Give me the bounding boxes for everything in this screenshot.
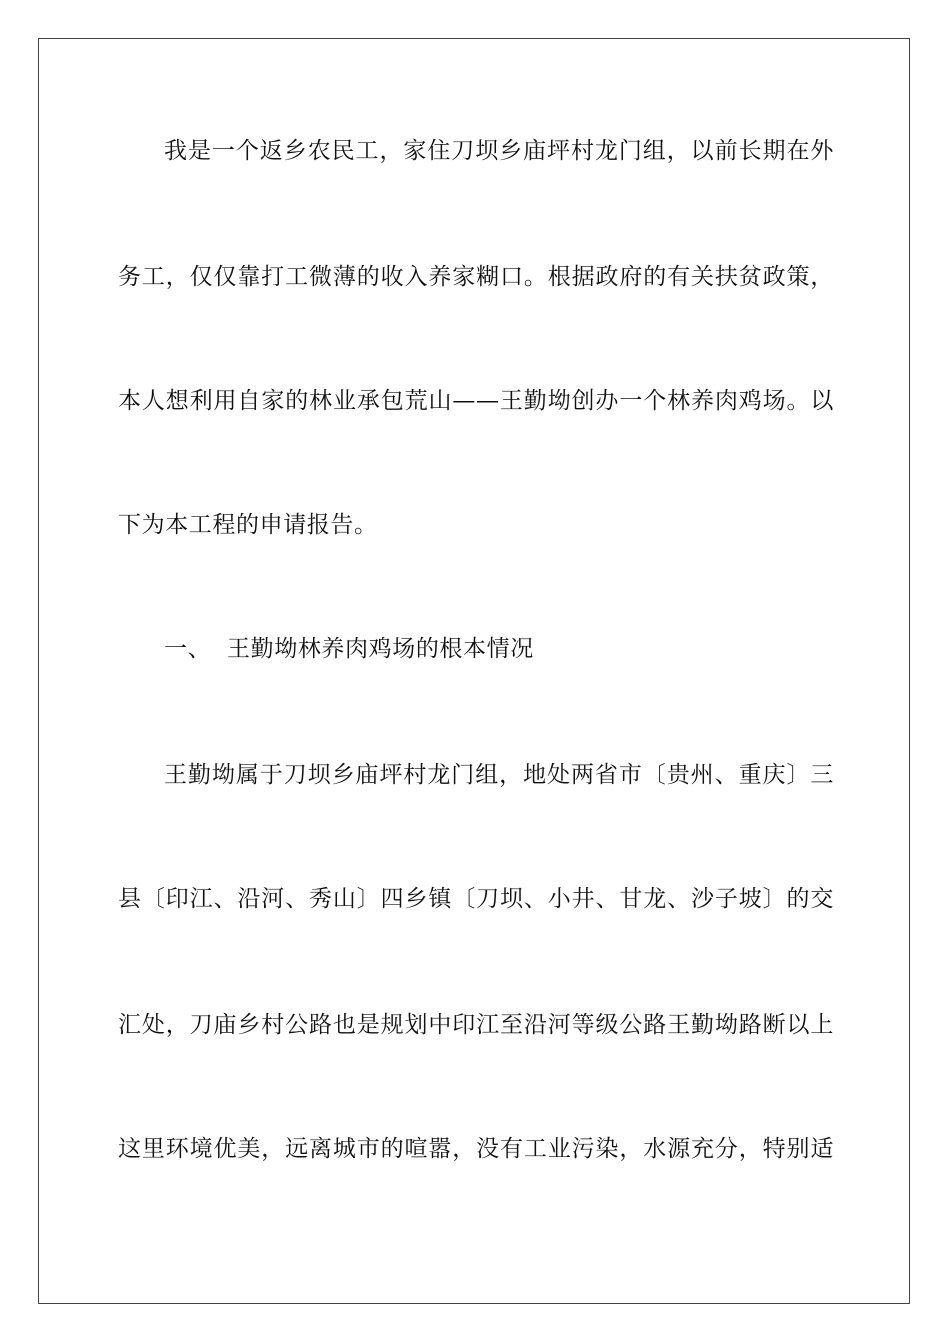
paragraph-1-line-4: 下为本工程的申请报告。 (118, 512, 378, 538)
paragraph-1-line-2: 务工，仅仅靠打工微薄的收入养家糊口。根据政府的有关扶贫政策， (118, 264, 834, 290)
paragraph-2-line-2: 县〔印江、沿河、秀山〕四乡镇〔刀坝、小井、甘龙、沙子坡〕的交 (118, 886, 834, 912)
paragraph-2-line-1: 王勤坳属于刀坝乡庙坪村龙门组，地处两省市〔贵州、重庆〕三 (164, 762, 834, 788)
paragraph-2-line-3: 汇处，刀庙乡村公路也是规划中印江至沿河等级公路王勤坳路断以上 (118, 1012, 834, 1038)
paragraph-2-line-4: 这里环境优美，远离城市的喧嚣，没有工业污染，水源充分，特别适 (118, 1136, 834, 1162)
section-heading-1: 一、 王勤坳林养肉鸡场的根本情况 (164, 636, 534, 662)
paragraph-1-line-3: 本人想利用自家的林业承包荒山——王勤坳创办一个林养肉鸡场。以 (118, 388, 834, 414)
paragraph-1-line-1: 我是一个返乡农民工，家住刀坝乡庙坪村龙门组，以前长期在外 (164, 138, 834, 164)
page-border (38, 38, 910, 1304)
